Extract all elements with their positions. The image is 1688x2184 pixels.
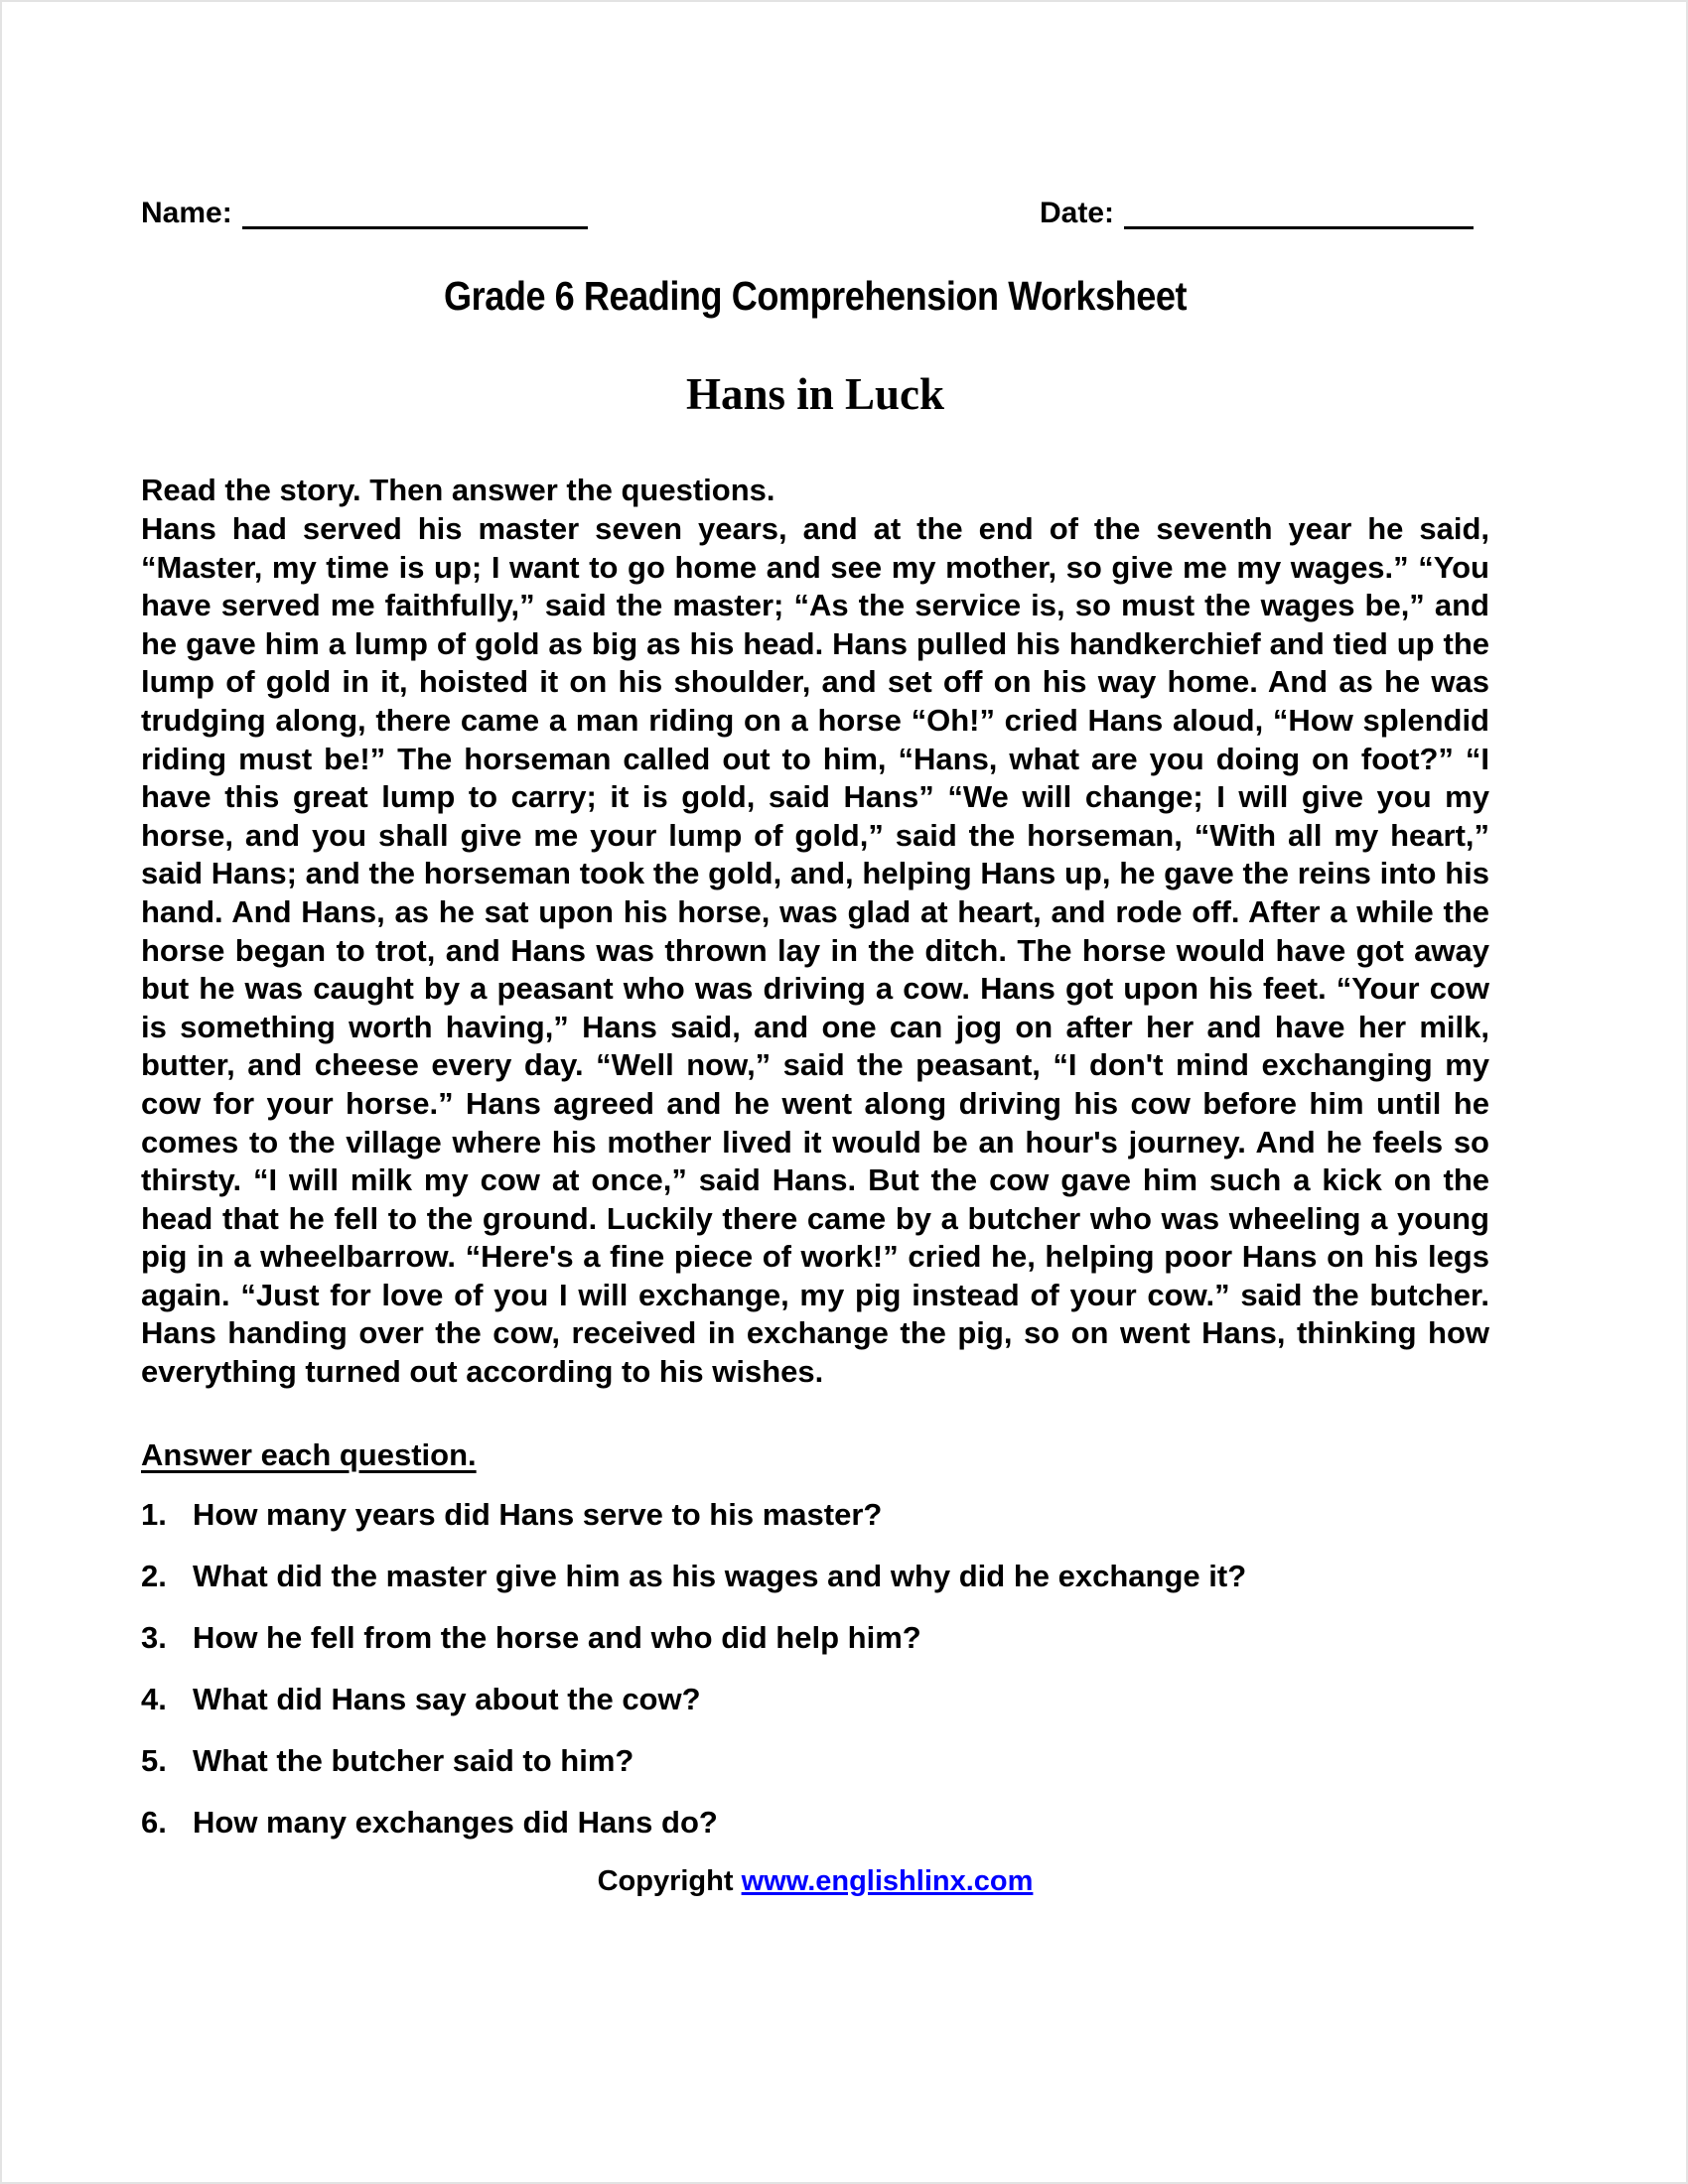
question-number: 3. bbox=[141, 1619, 167, 1655]
question-row bbox=[141, 1742, 1489, 1780]
question-number: 1. bbox=[141, 1496, 167, 1532]
copyright-footer bbox=[141, 1865, 1489, 1898]
date-field bbox=[1040, 197, 1489, 230]
name-field bbox=[141, 197, 588, 230]
question-number: 5. bbox=[141, 1742, 167, 1778]
worksheet-content bbox=[2, 2, 1686, 1898]
questions-heading bbox=[141, 1436, 1489, 1474]
question-text: How many years did Hans serve to his master? bbox=[193, 1496, 883, 1532]
question-row bbox=[141, 1558, 1489, 1595]
story-text: Hans had served his master seven years, and at the end of the seventh year he said, “Master, my time is up; I want to go home and see my mother, so give me my wages.” “You have served me faithfully,” said the master; “As the service is, so must the wages be,” and he gave him a lump of gold as big as his head. Hans pulled his handkerchief and tied up the lump of gold in it, hoisted it on his shoulder, and set off on his way home. And as he was trudging along, there came a man riding on a horse “Oh!” cried Hans aloud, “How splendid riding must be!” The horseman called out to him, “Hans, what are you doing on foot?” “I have this great lump to carry; it is gold, said Hans” “We will change; I will give you my horse, and you shall give me your lump of gold,” said the horseman, “With all my heart,” said Hans; and the horseman took the gold, and, helping Hans up, he gave the reins into his hand. And Hans, as he sat upon his horse, was glad at heart, and rode off. After a while the horse began to trot, and Hans was thrown lay in the ditch. The horse would have got away but he was caught by a peasant who was driving a cow. Hans got upon his feet. “Your cow is something worth having,” Hans said, and one can jog on after her and have her milk, butter, and cheese every day. “Well now,” said the peasant, “I don't mind exchanging my cow for your horse.” Hans agreed and he went along driving his cow before him until he comes to the village where his mother lived it would be an hour's journey. And he feels so thirsty. “I will milk my cow at once,” said Hans. But the cow gave him such a kick on the head that he fell to the ground. Luckily there came by a butcher who was wheeling a young pig in a wheelbarrow. “Here's a fine piece of work!” cried he, helping poor Hans on his legs again. “Just for love of you I will exchange, my pig instead of your cow.” said the butcher. Hans handing over the cow, received in exchange the pig, so on went Hans, thinking how everything turned out according to his wishes. bbox=[141, 511, 1489, 1390]
date-input-line[interactable] bbox=[1124, 197, 1474, 229]
date-label: Date: bbox=[1039, 197, 1114, 229]
page-title bbox=[141, 273, 1489, 319]
question-text: How many exchanges did Hans do? bbox=[193, 1804, 718, 1840]
page-title-text: Grade 6 Reading Comprehension Worksheet bbox=[443, 273, 1188, 319]
name-date-row bbox=[141, 197, 1489, 230]
question-row bbox=[141, 1496, 1489, 1534]
instructions-text: Read the story. Then answer the questions. bbox=[141, 473, 775, 507]
questions-list bbox=[141, 1496, 1489, 1842]
question-number: 4. bbox=[141, 1681, 167, 1716]
question-number: 6. bbox=[141, 1804, 167, 1840]
question-number: 2. bbox=[141, 1558, 167, 1593]
question-row bbox=[141, 1619, 1489, 1657]
name-label: Name: bbox=[141, 197, 232, 229]
question-text: What did Hans say about the cow? bbox=[193, 1681, 701, 1716]
copyright-link[interactable]: www.englishlinx.com bbox=[741, 1864, 1034, 1897]
copyright-label: Copyright bbox=[597, 1864, 734, 1897]
question-row bbox=[141, 1804, 1489, 1842]
question-text: What the butcher said to him? bbox=[193, 1742, 634, 1778]
question-text: How he fell from the horse and who did help him? bbox=[193, 1619, 921, 1655]
question-row bbox=[141, 1681, 1489, 1718]
questions-heading-text: Answer each question. bbox=[141, 1436, 477, 1472]
question-text: What did the master give him as his wages and why did he exchange it? bbox=[193, 1558, 1247, 1593]
name-input-line[interactable] bbox=[242, 197, 588, 229]
story-title: Hans in Luck bbox=[685, 369, 945, 419]
